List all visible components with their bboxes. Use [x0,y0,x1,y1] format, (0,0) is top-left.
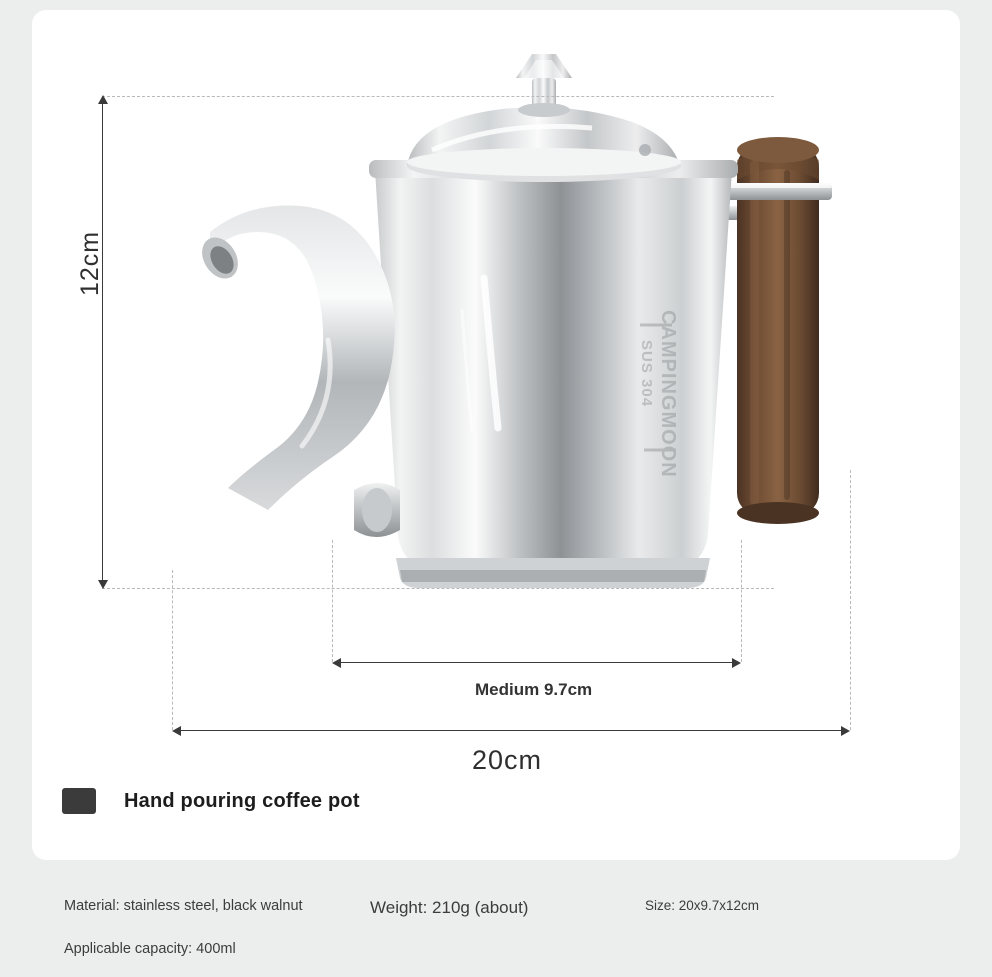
height-label: 12cm [76,230,104,296]
guide-overall-left-dashed [172,570,173,730]
spec-weight: Weight: 210g (about) [370,898,529,917]
guide-medium-right-dashed [741,540,742,662]
kettle-lid [407,54,681,182]
overall-width-arrow-left [172,726,181,736]
height-arrow-top [98,95,108,104]
legend-label: Hand pouring coffee pot [124,789,360,812]
overall-width-measure-line [176,730,846,731]
spec-size: Size: 20x9.7x12cm [645,898,760,913]
spec-material: Material: stainless steel, black walnut [64,898,303,914]
medium-width-label: Medium 9.7cm [475,680,593,699]
gooseneck-spout [195,206,400,537]
product-diagram-card [32,10,960,860]
overall-width-label: 20cm [472,745,543,775]
guide-top-dashed [102,96,774,97]
svg-text:CAMPINGMOON: CAMPINGMOON [657,310,679,478]
guide-overall-right-dashed [850,470,851,730]
kettle-dimension-diagram [32,10,960,860]
spec-capacity: Applicable capacity: 400ml [64,941,236,957]
guide-medium-left-dashed [332,540,333,662]
product-legend [62,788,360,814]
medium-width-arrow-right [732,658,741,668]
guide-bottom-dashed [102,588,774,589]
height-measure-line [102,100,103,586]
legend-color-swatch [62,788,96,814]
overall-width-arrow-right [841,726,850,736]
svg-text:SUS 304: SUS 304 [638,340,655,408]
medium-width-measure-line [336,662,737,663]
height-arrow-bottom [98,580,108,589]
spec-strip [0,884,992,977]
medium-width-arrow-left [332,658,341,668]
